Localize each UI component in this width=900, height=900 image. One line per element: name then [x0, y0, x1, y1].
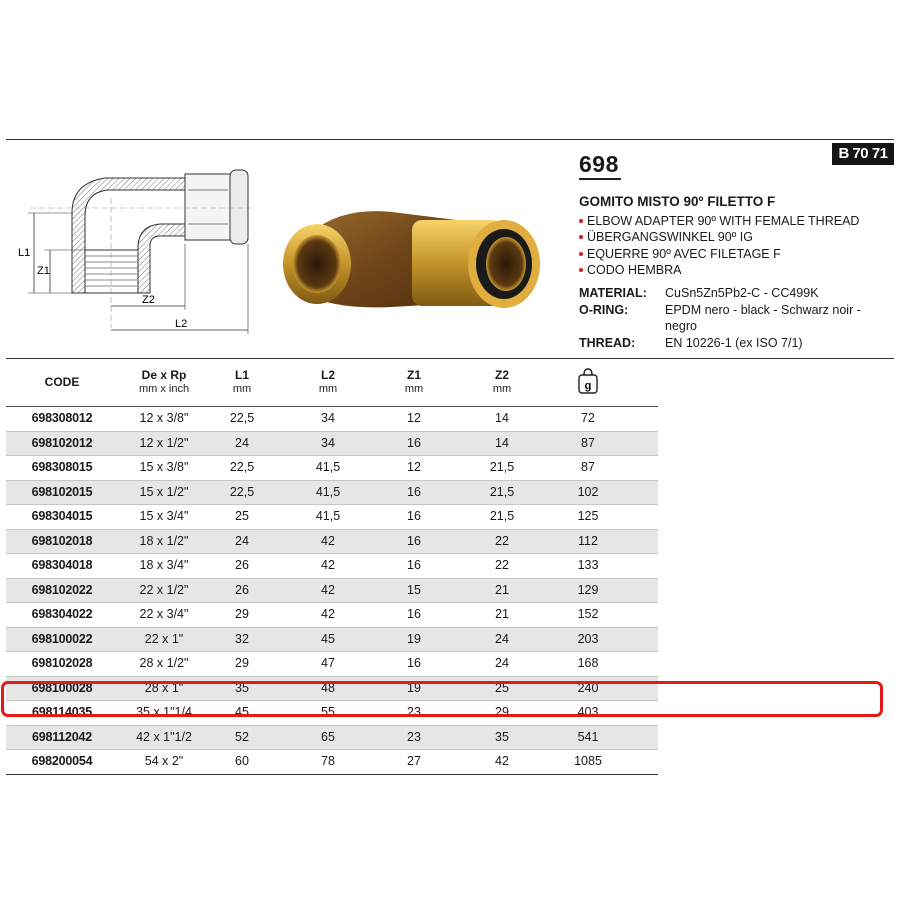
oring-label: O-RING: — [579, 303, 629, 318]
table-row: 698102018 18 x 1/2" 24 42 16 22 112 — [6, 530, 658, 555]
header-code: CODE — [44, 375, 80, 389]
product-info — [579, 150, 879, 351]
table-row: 698308015 15 x 3/8" 22,5 41,5 12 21,5 87 — [6, 456, 658, 481]
table-row: 698308012 12 x 3/8" 22,5 34 12 14 72 — [6, 407, 658, 432]
l2-label: L2 — [175, 318, 188, 330]
translation-en: ELBOW ADAPTER 90º WITH FEMALE THREAD — [579, 213, 879, 229]
table-header — [6, 362, 658, 406]
table-row: 698102015 15 x 1/2" 22,5 41,5 16 21,5 102 — [6, 481, 658, 506]
translation-es: CODO HEMBRA — [579, 262, 879, 278]
header-z2: Z2 mm — [492, 368, 512, 395]
highlight-box — [1, 681, 883, 717]
header-l1: L1 mm — [232, 368, 252, 395]
table-row: 698304018 18 x 3/4" 26 42 16 22 133 — [6, 554, 658, 579]
table-row: 698102012 12 x 1/2" 24 34 16 14 87 — [6, 432, 658, 457]
translation-fr: EQUERRE 90º AVEC FILETAGE F — [579, 246, 879, 262]
product-code: 698 — [579, 151, 619, 177]
table-row: 698102028 28 x 1/2" 29 47 16 24 168 — [6, 652, 658, 677]
svg-text:g: g — [584, 380, 592, 392]
z1-label: Z1 — [37, 265, 50, 277]
material-label: MATERIAL: — [579, 286, 647, 301]
specs — [579, 285, 879, 351]
thread-label: THREAD: — [579, 336, 636, 351]
table-row: 698200054 54 x 2" 60 78 27 42 1085 — [6, 750, 658, 775]
table-row: 698100028 28 x 1" 35 48 19 25 240 — [6, 677, 658, 702]
z2-label: Z2 — [142, 294, 155, 306]
weight-icon — [575, 366, 601, 400]
table-row: 698304015 15 x 3/4" 25 41,5 16 21,5 125 — [6, 505, 658, 530]
header-l2: L2 mm — [318, 368, 338, 395]
series-badge: B 70 71 — [832, 143, 894, 165]
product-photo — [272, 182, 562, 342]
table-row-highlighted: 698114035 35 x 1"1/4 45 55 23 29 403 — [6, 701, 658, 726]
header-z1: Z1 mm — [404, 368, 424, 395]
code-underline — [579, 178, 621, 180]
product-title: GOMITO MISTO 90º FILETTO F — [579, 194, 776, 209]
table-row: 698112042 42 x 1"1/2 52 65 23 35 541 — [6, 726, 658, 751]
section-rule — [6, 358, 894, 359]
table-row: 698100022 22 x 1" 32 45 19 24 203 — [6, 628, 658, 653]
material-value: CuSn5Zn5Pb2-C - CC499K — [665, 286, 819, 301]
translation-de: ÜBERGANGSWINKEL 90º IG — [579, 229, 879, 245]
oring-value: EPDM nero - black - Schwarz noir - negro — [665, 303, 861, 334]
table-body — [6, 406, 658, 775]
table-row: 698102022 22 x 1/2" 26 42 15 21 129 — [6, 579, 658, 604]
l1-label: L1 — [18, 247, 31, 259]
header-de: De x Rp mm x inch — [138, 368, 190, 395]
translations-list — [579, 213, 879, 278]
technical-drawing — [10, 168, 260, 343]
top-rule — [6, 139, 894, 140]
thread-value: EN 10226-1 (ex ISO 7/1) — [665, 336, 803, 351]
table-row: 698304022 22 x 3/4" 29 42 16 21 152 — [6, 603, 658, 628]
